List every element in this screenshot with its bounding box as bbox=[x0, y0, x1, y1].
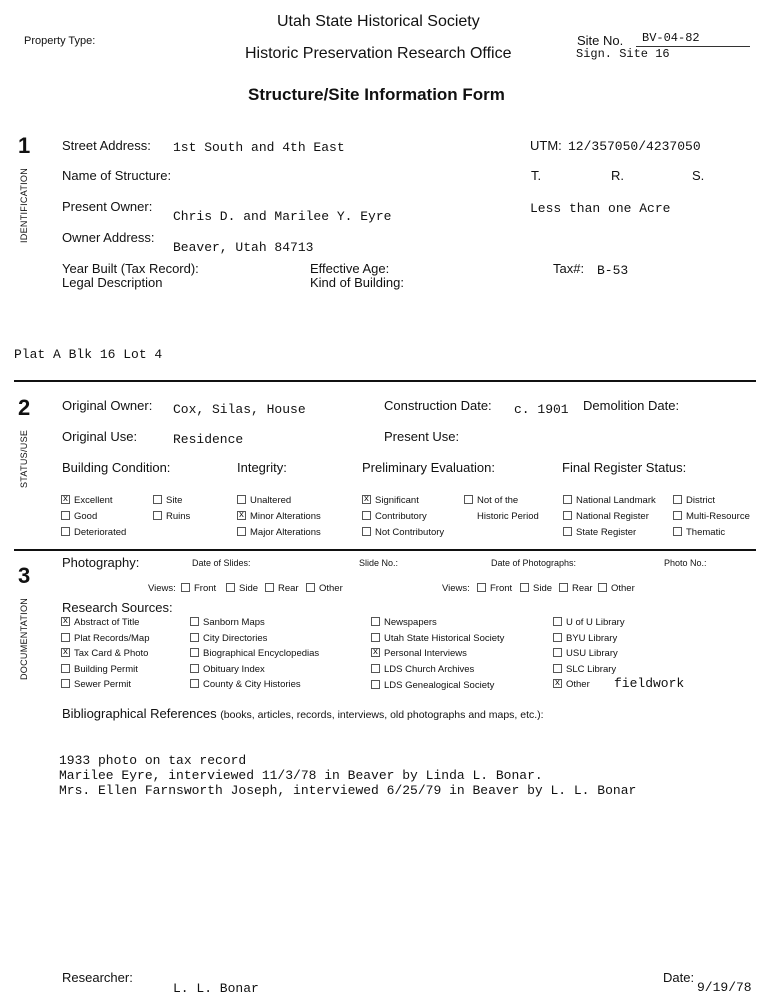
bibliography-line: 1933 photo on tax record bbox=[59, 753, 247, 768]
photos-other-checkbox[interactable]: Other bbox=[598, 583, 635, 594]
date-of-slides-label: Date of Slides: bbox=[192, 558, 251, 568]
building-condition-label: Building Condition: bbox=[62, 460, 171, 475]
bibliography-line: Mrs. Ellen Farnsworth Joseph, interviewed 6/25/79 in Beaver by L. L. Bonar bbox=[59, 783, 637, 798]
photo-no-label: Photo No.: bbox=[664, 558, 707, 568]
ushs-checkbox[interactable]: Utah State Historical Society bbox=[371, 633, 504, 644]
site-no-value: BV-04-82 bbox=[642, 31, 700, 45]
multi-resource-checkbox[interactable]: Multi-Resource bbox=[673, 511, 750, 522]
ruins-checkbox[interactable]: Ruins bbox=[153, 511, 190, 522]
personal-interviews-check-mark: x bbox=[372, 646, 379, 657]
utm-value: 12/357050/4237050 bbox=[568, 139, 701, 154]
slides-rear-checkbox[interactable]: Rear bbox=[265, 583, 299, 594]
researcher-value: L. L. Bonar bbox=[173, 981, 259, 996]
obituary-index-checkbox[interactable]: Obituary Index bbox=[190, 664, 265, 675]
sewer-permit-checkbox[interactable]: Sewer Permit bbox=[61, 679, 131, 690]
demolition-date-label: Demolition Date: bbox=[583, 398, 680, 413]
slide-no-label: Slide No.: bbox=[359, 558, 399, 568]
other-source-check-mark: x bbox=[554, 677, 561, 688]
district-checkbox[interactable]: District bbox=[673, 495, 715, 506]
abstract-check-mark: x bbox=[62, 615, 69, 626]
personal-interviews-checkbox[interactable]: x Personal Interviews bbox=[372, 646, 467, 659]
org-name: Utah State Historical Society bbox=[277, 13, 480, 30]
property-type-label: Property Type: bbox=[24, 35, 96, 47]
documentation-side-label: DOCUMENTATION bbox=[19, 597, 29, 680]
section-label: S. bbox=[692, 168, 705, 183]
year-built-label: Year Built (Tax Record): bbox=[62, 261, 199, 276]
other-source-checkbox[interactable]: x Other bbox=[554, 677, 590, 690]
construction-date-label: Construction Date: bbox=[384, 398, 492, 413]
state-register-checkbox[interactable]: State Register bbox=[563, 527, 636, 538]
utm-label: UTM: bbox=[530, 138, 562, 153]
photos-views-label: Views: bbox=[442, 583, 470, 594]
slides-front-checkbox[interactable]: Front bbox=[181, 583, 216, 594]
national-landmark-checkbox[interactable]: National Landmark bbox=[563, 495, 656, 506]
date-of-photographs-label: Date of Photographs: bbox=[491, 558, 577, 568]
historic-period-text: Historic Period bbox=[477, 511, 539, 522]
byu-library-checkbox[interactable]: BYU Library bbox=[553, 633, 617, 644]
slides-views-label: Views: bbox=[148, 583, 176, 594]
bibliographical-references-label: Bibliographical References (books, articles, records, interviews, old photographs and maps, etc.): bbox=[62, 706, 544, 721]
section-1-number: 1 bbox=[18, 133, 31, 158]
slides-other-checkbox[interactable]: Other bbox=[306, 583, 343, 594]
plat-records-checkbox[interactable]: Plat Records/Map bbox=[61, 633, 150, 644]
site-no-label: Site No. bbox=[577, 33, 624, 48]
minor-alterations-check-mark: x bbox=[238, 509, 245, 520]
lds-church-archives-checkbox[interactable]: LDS Church Archives bbox=[371, 664, 474, 675]
date-value: 9/19/78 bbox=[697, 980, 752, 995]
thematic-checkbox[interactable]: Thematic bbox=[673, 527, 725, 538]
construction-date-value: c. 1901 bbox=[514, 402, 569, 417]
good-checkbox[interactable]: Good bbox=[61, 511, 97, 522]
effective-age-label: Effective Age: bbox=[310, 261, 390, 276]
significant-check-mark: x bbox=[363, 493, 370, 504]
tax-number-value: B-53 bbox=[597, 263, 629, 278]
city-directories-checkbox[interactable]: City Directories bbox=[190, 633, 267, 644]
present-owner-value: Chris D. and Marilee Y. Eyre bbox=[173, 209, 392, 224]
identification-side-label: IDENTIFICATION bbox=[19, 167, 29, 243]
significant-checkbox[interactable]: x Significant bbox=[363, 493, 419, 506]
minor-alterations-checkbox[interactable]: x Minor Alterations bbox=[238, 509, 321, 522]
tax-card-checkbox[interactable]: x Tax Card & Photo bbox=[62, 646, 149, 659]
photos-side-checkbox[interactable]: Side bbox=[520, 583, 552, 594]
photos-front-checkbox[interactable]: Front bbox=[477, 583, 512, 594]
biographical-encyclopedias-checkbox[interactable]: Biographical Encyclopedias bbox=[190, 648, 319, 659]
unaltered-checkbox[interactable]: Unaltered bbox=[237, 495, 291, 506]
section-2-number: 2 bbox=[18, 395, 31, 420]
tax-number-label: Tax#: bbox=[553, 261, 585, 276]
sign-site: Sign. Site 16 bbox=[576, 47, 670, 61]
photos-rear-checkbox[interactable]: Rear bbox=[559, 583, 593, 594]
original-owner-value: Cox, Silas, House bbox=[173, 402, 306, 417]
preliminary-evaluation-label: Preliminary Evaluation: bbox=[362, 460, 495, 475]
usu-library-checkbox[interactable]: USU Library bbox=[553, 648, 618, 659]
photography-label: Photography: bbox=[62, 555, 140, 570]
original-use-value: Residence bbox=[173, 432, 244, 447]
contributory-checkbox[interactable]: Contributory bbox=[362, 511, 427, 522]
kind-of-building-label: Kind of Building: bbox=[310, 275, 404, 290]
deteriorated-checkbox[interactable]: Deteriorated bbox=[61, 527, 126, 538]
slides-side-checkbox[interactable]: Side bbox=[226, 583, 258, 594]
status-use-side-label: STATUS/USE bbox=[19, 429, 29, 488]
building-permit-checkbox[interactable]: Building Permit bbox=[61, 664, 138, 675]
national-register-checkbox[interactable]: National Register bbox=[563, 511, 649, 522]
county-city-histories-checkbox[interactable]: County & City Histories bbox=[190, 679, 301, 690]
township-label: T. bbox=[531, 168, 542, 183]
not-of-historic-period-checkbox[interactable]: Not of the bbox=[464, 495, 518, 506]
acreage-value: Less than one Acre bbox=[530, 201, 671, 216]
legal-description-value: Plat A Blk 16 Lot 4 bbox=[14, 347, 163, 362]
not-contributory-checkbox[interactable]: Not Contributory bbox=[362, 527, 444, 538]
original-owner-label: Original Owner: bbox=[62, 398, 153, 413]
slc-library-checkbox[interactable]: SLC Library bbox=[553, 664, 616, 675]
date-label: Date: bbox=[663, 970, 695, 985]
sanborn-maps-checkbox[interactable]: Sanborn Maps bbox=[190, 617, 265, 628]
name-of-structure-label: Name of Structure: bbox=[62, 168, 172, 183]
excellent-checkbox[interactable]: x Excellent bbox=[62, 493, 113, 506]
bibliography-line: Marilee Eyre, interviewed 11/3/78 in Beaver by Linda L. Bonar. bbox=[59, 768, 543, 783]
other-source-value: fieldwork bbox=[614, 676, 685, 691]
bibliography-list bbox=[59, 753, 636, 798]
owner-address-value: Beaver, Utah 84713 bbox=[173, 240, 314, 255]
integrity-label: Integrity: bbox=[237, 460, 287, 475]
street-address-label: Street Address: bbox=[62, 138, 151, 153]
original-use-label: Original Use: bbox=[62, 429, 138, 444]
form-title: Structure/Site Information Form bbox=[248, 85, 505, 104]
legal-description-label: Legal Description bbox=[62, 275, 163, 290]
section-3-number: 3 bbox=[18, 563, 31, 588]
researcher-label: Researcher: bbox=[62, 970, 133, 985]
present-owner-label: Present Owner: bbox=[62, 199, 153, 214]
office-name: Historic Preservation Research Office bbox=[245, 45, 512, 62]
tax-card-check-mark: x bbox=[62, 646, 69, 657]
abstract-of-title-checkbox[interactable]: x Abstract of Title bbox=[62, 615, 140, 628]
present-use-label: Present Use: bbox=[384, 429, 460, 444]
research-sources-label: Research Sources: bbox=[62, 600, 173, 615]
site-checkbox[interactable]: Site bbox=[153, 495, 182, 506]
major-alterations-checkbox[interactable]: Major Alterations bbox=[237, 527, 321, 538]
excellent-check-mark: x bbox=[62, 493, 69, 504]
street-address-value: 1st South and 4th East bbox=[173, 140, 345, 155]
newspapers-checkbox[interactable]: Newspapers bbox=[371, 617, 437, 628]
lds-genealogical-checkbox[interactable]: LDS Genealogical Society bbox=[371, 680, 494, 691]
owner-address-label: Owner Address: bbox=[62, 230, 155, 245]
range-label: R. bbox=[611, 168, 624, 183]
final-register-status-label: Final Register Status: bbox=[562, 460, 687, 475]
uofu-library-checkbox[interactable]: U of U Library bbox=[553, 617, 625, 628]
